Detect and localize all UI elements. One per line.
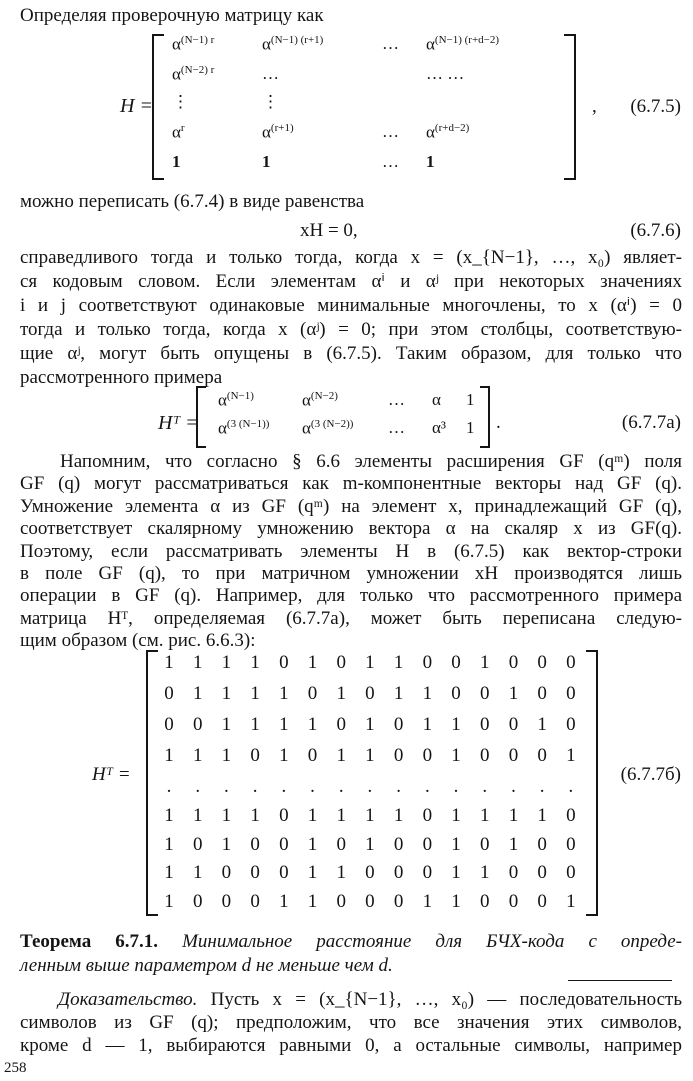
ht-matrix-cell: … — [388, 418, 405, 437]
binary-matrix-cell: 1 — [307, 834, 318, 855]
h-matrix-cell: 1 — [426, 152, 435, 171]
binary-matrix-cell: 0 — [566, 862, 576, 883]
proof-line: символов из GF (q); предположим, что все значения этих символов, — [20, 1012, 682, 1033]
binary-matrix-cell: 1 — [365, 652, 375, 673]
page-number: 258 — [4, 1060, 27, 1076]
binary-matrix-cell: 1 — [393, 652, 404, 673]
binary-matrix-cell: 1 — [566, 745, 576, 766]
equation-number-676: (6.7.6) — [630, 220, 681, 241]
h-label: H = — [120, 95, 153, 117]
binary-matrix-cell: 0 — [479, 745, 490, 766]
binary-matrix-cell: 0 — [508, 745, 519, 766]
binary-matrix-cell: 0 — [250, 891, 260, 912]
binary-matrix-cell: 0 — [393, 745, 404, 766]
h-matrix-cell: ⋮ — [262, 92, 279, 111]
equation-number-675: (6.7.5) — [630, 96, 681, 117]
binary-matrix-cell: . — [424, 776, 430, 797]
binary-matrix-cell: 1 — [479, 862, 490, 883]
binary-matrix-cell: 0 — [479, 683, 490, 704]
binary-matrix-cell: 1 — [250, 683, 260, 704]
binary-matrix-cell: 0 — [566, 805, 576, 826]
period: . — [496, 412, 501, 433]
paragraph-line: рассмотренного примера — [20, 367, 223, 388]
equation-676-body: xH = 0, — [300, 220, 358, 241]
binary-matrix-cell: 1 — [479, 805, 490, 826]
binary-right-bracket — [586, 650, 598, 916]
binary-matrix-cell: 1 — [279, 745, 289, 766]
binary-matrix-cell: 1 — [307, 862, 318, 883]
binary-matrix-cell: 1 — [336, 862, 346, 883]
binary-matrix-row — [160, 891, 580, 913]
binary-matrix-cell: 0 — [393, 862, 404, 883]
binary-matrix-cell: 1 — [365, 745, 375, 766]
theorem-line-1 — [20, 930, 682, 954]
binary-matrix-cell: 0 — [537, 683, 547, 704]
binary-matrix-cell: 1 — [566, 891, 576, 912]
binary-matrix-cell: 0 — [479, 891, 490, 912]
binary-matrix-cell: 1 — [479, 652, 490, 673]
paragraph-line: Напомним, что согласно § 6.6 элементы расширения GF (qᵐ) поля — [60, 451, 682, 472]
paragraph-line: Поэтому, если рассматривать элементы H в (6.7.5) как вектор-строки — [20, 540, 682, 562]
proof-line: кроме d — 1, выбираются равными 0, а остальные символы, например — [20, 1035, 682, 1056]
binary-matrix-cell: 1 — [451, 834, 461, 855]
binary-matrix-cell: 1 — [537, 714, 547, 735]
ht-matrix-cell: α³ — [432, 418, 447, 437]
theorem-text-1: Минимальное расстояние для БЧХ-кода с опреде- — [182, 931, 682, 952]
theorem-title: Теорема 6.7.1. — [20, 931, 158, 952]
h-matrix-cell: $\alpha^{(N-1) (r+d-2)}$ — [426, 34, 500, 54]
binary-matrix-cell: 0 — [508, 891, 519, 912]
paragraph-line: i и j соответствуют одинаковые минимальные многочлены, то x (αⁱ) = 0 — [20, 295, 682, 316]
binary-matrix-cell: 0 — [250, 745, 260, 766]
right-bracket — [564, 34, 576, 180]
binary-matrix-cell: 0 — [566, 652, 576, 673]
paragraph-line: соответствует скалярному умножению вектора α на скаляр x из GF(q). — [20, 518, 682, 540]
paragraph-line: в поле GF (q), то при матричном умножении xH производятся лишь — [20, 563, 682, 584]
binary-matrix-cell: 0 — [508, 862, 519, 883]
binary-matrix-cell: 0 — [221, 891, 232, 912]
binary-matrix-cell: 1 — [221, 683, 232, 704]
binary-matrix-cell: 0 — [566, 834, 576, 855]
ht-matrix-cell: $\alpha^{(N-2)}$ — [302, 390, 338, 410]
paragraph-line: операции в GF (q). Например, для только что рассмотренного примера — [20, 585, 682, 607]
binary-matrix-cell: 1 — [307, 714, 318, 735]
binary-matrix-cell: 1 — [422, 683, 433, 704]
binary-matrix-row — [160, 862, 580, 884]
left-bracket — [152, 34, 164, 180]
binary-matrix-cell: . — [511, 776, 516, 797]
paragraph-line: GF (q) могут рассматриваться как m-компонентные векторы над GF (q). — [20, 473, 682, 495]
binary-matrix-cell: . — [281, 776, 287, 797]
binary-matrix-cell: 0 — [566, 714, 576, 735]
binary-matrix-cell: 1 — [365, 714, 375, 735]
binary-matrix-cell: 1 — [221, 652, 232, 673]
binary-matrix-cell: 1 — [250, 714, 260, 735]
binary-matrix-cell: . — [166, 776, 172, 797]
binary-matrix-cell: 1 — [164, 745, 174, 766]
h-matrix-cell: $\alpha^{(N-1) r}$ — [172, 34, 215, 54]
binary-matrix-cell: 0 — [479, 714, 490, 735]
binary-matrix-cell: 0 — [336, 652, 346, 673]
binary-matrix-cell: 1 — [393, 805, 404, 826]
binary-matrix-cell: 0 — [365, 891, 375, 912]
binary-matrix-cell: 1 — [221, 805, 232, 826]
binary-matrix-cell: 1 — [221, 834, 232, 855]
h-matrix-cell: $\alpha^{(r+1)}$ — [262, 122, 294, 142]
paragraph-line: тогда и только тогда, когда x (αʲ) = 0; при этом столбцы, соответствую- — [20, 319, 682, 340]
binary-matrix-cell: 1 — [451, 745, 461, 766]
binary-matrix-cell: 1 — [422, 714, 433, 735]
binary-matrix-cell: 1 — [508, 683, 519, 704]
binary-matrix-cell: 1 — [336, 805, 346, 826]
binary-matrix-cell: 1 — [279, 683, 289, 704]
binary-matrix-cell: 0 — [279, 805, 289, 826]
h-matrix-cell: … … — [426, 64, 465, 83]
h-matrix-cell: 1 — [262, 152, 271, 171]
binary-matrix-row — [160, 776, 580, 798]
binary-matrix-cell: 0 — [307, 683, 318, 704]
binary-matrix-cell: 1 — [365, 834, 375, 855]
binary-matrix-cell: 1 — [422, 891, 433, 912]
binary-matrix-cell: 1 — [192, 652, 203, 673]
proof-line: Доказательство. Пусть x = (x_{N−1}, …, x₀) — последовательность — [58, 989, 682, 1010]
binary-matrix-cell: 0 — [279, 652, 289, 673]
binary-matrix-cell: 0 — [451, 683, 461, 704]
binary-matrix-cell: 1 — [307, 891, 318, 912]
intro-text: Определяя проверочную матрицу как — [20, 5, 324, 26]
binary-matrix-cell: 1 — [451, 714, 461, 735]
binary-matrix-cell: 0 — [566, 683, 576, 704]
binary-matrix-cell: 0 — [192, 834, 203, 855]
theorem-line-2: ленным выше параметром d не меньше чем d. — [20, 955, 393, 976]
binary-matrix-cell: 0 — [250, 862, 260, 883]
ht-matrix-cell: … — [388, 390, 405, 409]
binary-matrix-cell: 0 — [422, 862, 433, 883]
ht-right-bracket — [480, 386, 490, 448]
h-matrix-cell: $\alpha^{(r+d-2)}$ — [426, 122, 470, 142]
binary-matrix-cell: . — [539, 776, 545, 797]
binary-matrix-cell: 0 — [250, 834, 260, 855]
binary-matrix-cell: . — [568, 776, 574, 797]
binary-left-bracket — [146, 650, 158, 916]
binary-matrix-cell: 1 — [451, 891, 461, 912]
binary-matrix-cell: 0 — [279, 862, 289, 883]
binary-matrix-cell: 0 — [336, 834, 346, 855]
h-matrix-cell: $\alpha^{(N-2) r}$ — [172, 64, 215, 84]
binary-matrix-cell: 1 — [279, 714, 289, 735]
binary-matrix-cell: 1 — [508, 805, 519, 826]
binary-matrix-row — [160, 714, 580, 736]
binary-matrix-cell: 0 — [221, 862, 232, 883]
binary-matrix-cell: . — [396, 776, 401, 797]
h-matrix-cell: … — [382, 34, 399, 53]
h-matrix-cell: $\alpha^r$ — [172, 122, 185, 142]
binary-matrix-cell: 0 — [422, 834, 433, 855]
binary-matrix-cell: 0 — [365, 683, 375, 704]
equation-number-677a: (6.7.7a) — [621, 412, 681, 433]
ht-matrix-cell: α — [432, 390, 441, 409]
binary-matrix-cell: 0 — [508, 714, 519, 735]
binary-matrix-cell: 1 — [192, 745, 203, 766]
paragraph-line: щие αʲ, могут быть опущены в (6.7.5). Таким образом, для только что — [20, 343, 682, 364]
ht-matrix-cell: $\alpha^{(N-1)}$ — [218, 390, 254, 410]
h-matrix-cell: 1 — [172, 152, 181, 171]
separator-rule — [568, 980, 672, 981]
h-matrix-cell: … — [382, 152, 399, 171]
binary-matrix-cell: 1 — [192, 805, 203, 826]
binary-matrix-cell: 1 — [250, 652, 260, 673]
binary-matrix-cell: 0 — [537, 834, 547, 855]
binary-matrix-cell: 0 — [537, 862, 547, 883]
binary-matrix-cell: 0 — [393, 891, 404, 912]
binary-matrix-cell: 0 — [422, 652, 433, 673]
binary-matrix-cell: 0 — [393, 714, 404, 735]
ht-label: Hᵀ = — [158, 412, 199, 434]
binary-matrix-cell: 0 — [422, 745, 433, 766]
binary-matrix-cell: 0 — [307, 745, 318, 766]
equation-number-677b: (6.7.7б) — [620, 764, 681, 785]
binary-matrix-row — [160, 745, 580, 767]
binary-matrix-cell: 1 — [451, 862, 461, 883]
h-matrix-cell: ⋮ — [172, 92, 189, 111]
ht-matrix-cell: 1 — [466, 390, 475, 409]
binary-matrix-cell: 1 — [279, 891, 289, 912]
binary-matrix-cell: . — [482, 776, 488, 797]
binary-matrix-cell: 1 — [307, 805, 318, 826]
binary-matrix-cell: 1 — [164, 805, 174, 826]
binary-matrix-cell: 0 — [192, 891, 203, 912]
binary-matrix-cell: 0 — [365, 862, 375, 883]
binary-matrix-cell: 0 — [393, 834, 404, 855]
binary-matrix-cell: 1 — [192, 683, 203, 704]
binary-matrix-cell: 1 — [164, 862, 174, 883]
binary-matrix-cell: 1 — [164, 652, 174, 673]
ht-left-bracket — [196, 386, 206, 448]
binary-matrix-row — [160, 683, 580, 705]
binary-matrix-cell: . — [453, 776, 459, 797]
comma: , — [592, 96, 597, 117]
binary-matrix-cell: 0 — [164, 683, 174, 704]
binary-matrix-cell: 1 — [537, 805, 547, 826]
binary-matrix-cell: 0 — [479, 834, 490, 855]
h-matrix-cell: … — [262, 64, 279, 83]
binary-matrix-cell: 0 — [537, 652, 547, 673]
ht-matrix-cell: 1 — [466, 418, 475, 437]
binary-matrix-cell: 1 — [164, 834, 174, 855]
paragraph-line: справедливого тогда и только тогда, когда x = (x_{N−1}, …, x₀) являет- — [20, 247, 682, 268]
paragraph-line: ся кодовым словом. Если элементам αⁱ и αʲ при некоторых значениях — [20, 271, 682, 292]
binary-matrix-cell: 0 — [508, 652, 519, 673]
binary-matrix-cell: 1 — [221, 745, 232, 766]
binary-matrix-cell: 0 — [336, 891, 346, 912]
binary-matrix-row — [160, 805, 580, 827]
binary-matrix-cell: 1 — [336, 683, 346, 704]
binary-matrix-cell: . — [338, 776, 344, 797]
binary-matrix-cell: . — [310, 776, 315, 797]
paragraph-line: матрица Hᵀ, определяемая (6.7.7a), может быть переписана следую- — [20, 607, 682, 629]
binary-matrix-cell: 1 — [250, 805, 260, 826]
ht-matrix-cell: $\alpha^{(3 (N-1))}$ — [218, 418, 270, 438]
binary-matrix-cell: 1 — [221, 714, 232, 735]
binary-matrix-cell: 1 — [508, 834, 519, 855]
binary-matrix-cell: . — [367, 776, 373, 797]
binary-matrix-cell: . — [195, 776, 201, 797]
h-matrix-cell: $\alpha^{(N-1) (r+1)}$ — [262, 34, 324, 54]
binary-matrix-cell: 1 — [164, 891, 174, 912]
binary-matrix-cell: 0 — [537, 891, 547, 912]
binary-matrix-row — [160, 834, 580, 856]
binary-matrix-cell: 0 — [279, 834, 289, 855]
binary-matrix-cell: 1 — [336, 745, 346, 766]
binary-matrix-cell: 0 — [422, 805, 433, 826]
binary-matrix-cell: . — [224, 776, 229, 797]
binary-matrix-cell: 1 — [393, 683, 404, 704]
binary-matrix-cell: 0 — [336, 714, 346, 735]
binary-matrix-row — [160, 652, 580, 674]
binary-matrix-cell: 0 — [164, 714, 174, 735]
binary-matrix-cell: 0 — [192, 714, 203, 735]
ht-binary-label: Hᵀ = — [92, 764, 131, 785]
binary-matrix-cell: . — [252, 776, 258, 797]
h-matrix-cell: … — [382, 122, 399, 141]
binary-matrix-cell: 0 — [451, 652, 461, 673]
ht-matrix-cell: $\alpha^{(3 (N-2))}$ — [302, 418, 354, 438]
binary-matrix-cell: 0 — [537, 745, 547, 766]
binary-matrix-cell: 1 — [451, 805, 461, 826]
binary-matrix-cell: 1 — [307, 652, 318, 673]
paragraph-line: Умножение элемента α из GF (qᵐ) на элемент x, принадлежащий GF (q), — [20, 495, 682, 517]
binary-matrix-cell: 1 — [365, 805, 375, 826]
rewrite-text: можно переписать (6.7.4) в виде равенства — [20, 191, 365, 212]
paragraph-line: щим образом (см. рис. 6.6.3): — [20, 630, 256, 652]
binary-matrix-cell: 1 — [192, 862, 203, 883]
